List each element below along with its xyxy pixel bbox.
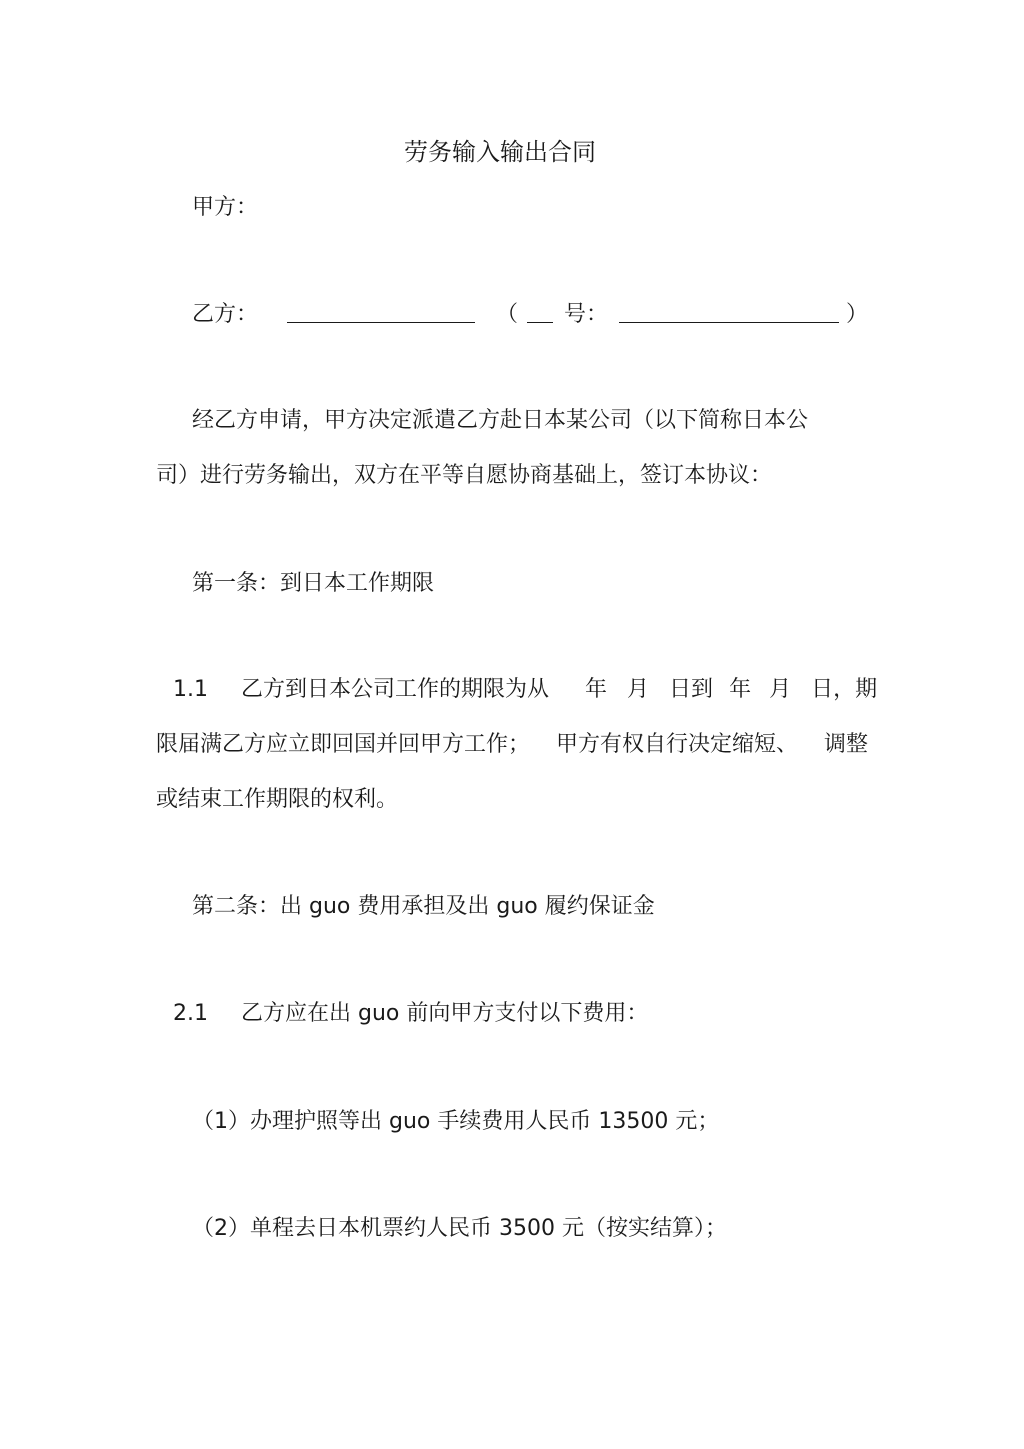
- party-a-line: 甲方：: [192, 195, 259, 220]
- clause-1-1-text-a: 乙方到日本公司工作的期限为从: [241, 677, 550, 702]
- fee-item-2: （2）单程去日本机票约人民币 3500 元（按实结算）；: [192, 1216, 727, 1241]
- clause-2-1-line: [173, 999, 648, 1029]
- clause-2-1-number: 2.1: [173, 1001, 208, 1026]
- party-b-line: [192, 300, 868, 330]
- party-b-number-label: 号：: [564, 302, 609, 327]
- party-b-label: 乙方：: [192, 302, 259, 327]
- document-title: 劳务输入输出合同: [404, 138, 596, 166]
- month-label-1: 月: [627, 677, 650, 702]
- fee-item-1: （1）办理护照等出 guo 手续费用人民币 13500 元；: [192, 1109, 720, 1134]
- clause-1-1-line-3: 或结束工作期限的权利。: [156, 787, 399, 812]
- party-b-name-blank: [287, 300, 475, 323]
- clause-1-1-line-1: [173, 675, 877, 705]
- clause-1-1-line-2: [156, 730, 868, 760]
- day-label-2: 日，期: [811, 677, 878, 702]
- clause-1-1-text-b2: 甲方有权自行决定缩短、: [555, 732, 798, 757]
- article-1-heading: 第一条：到日本工作期限: [192, 571, 435, 596]
- party-b-paren-close: ）: [846, 302, 869, 327]
- clause-2-1-text: 乙方应在出 guo 前向甲方支付以下费用：: [241, 1001, 649, 1026]
- month-label-2: 月: [769, 677, 792, 702]
- clause-1-1-text-b3: 调整: [823, 732, 868, 757]
- intro-line-1: 经乙方申请，甲方决定派遣乙方赴日本某公司（以下简称日本公: [192, 408, 809, 433]
- party-b-paren-open: （: [496, 302, 519, 327]
- article-2-heading: 第二条：出 guo 费用承担及出 guo 履约保证金: [192, 894, 655, 919]
- year-label-1: 年: [585, 677, 608, 702]
- party-b-number-blank: [619, 300, 839, 323]
- clause-1-1-text-b1: 限届满乙方应立即回国并回甲方工作；: [156, 732, 531, 757]
- clause-1-1-number: 1.1: [173, 677, 208, 702]
- day-to-label: 日到: [669, 677, 714, 702]
- year-label-2: 年: [729, 677, 752, 702]
- intro-line-2: 司）进行劳务输出，双方在平等自愿协商基础上，签订本协议：: [156, 463, 773, 488]
- party-b-id-type-blank: [527, 300, 553, 323]
